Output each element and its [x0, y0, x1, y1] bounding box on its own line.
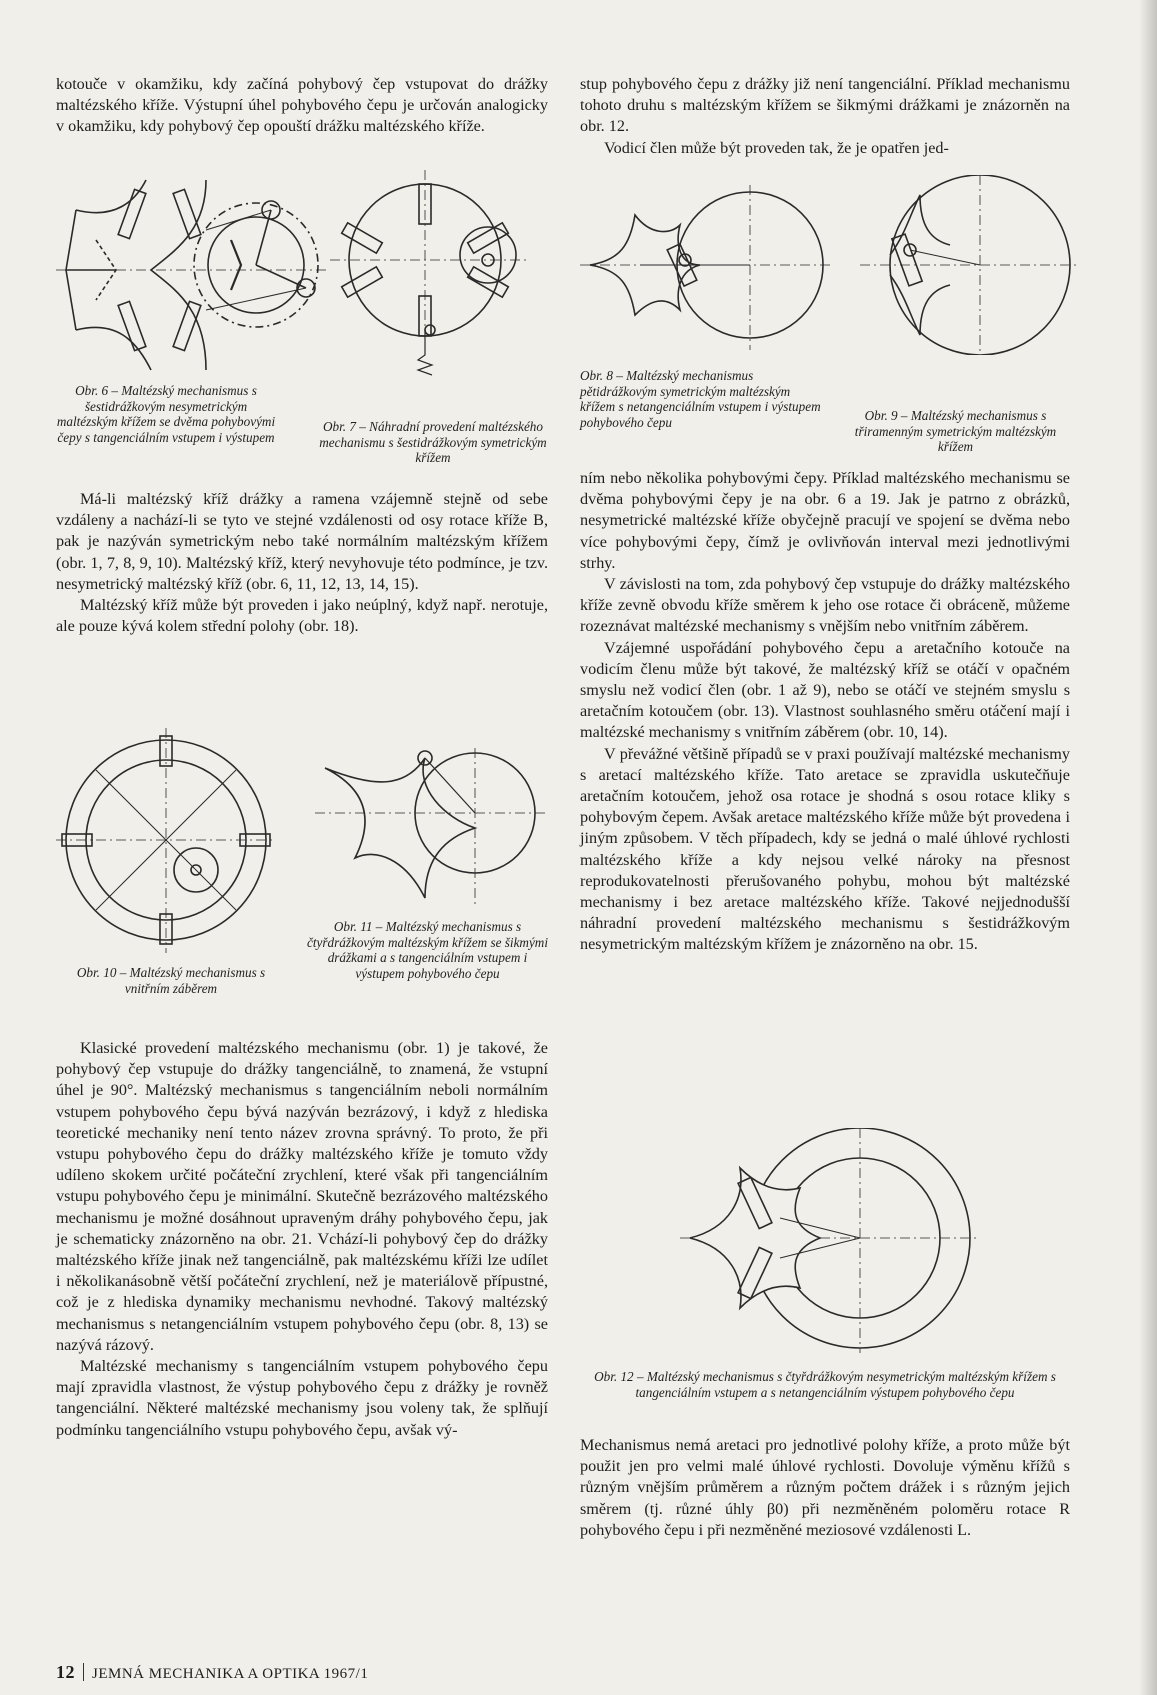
caption-figure-9: Obr. 9 – Maltézský mechanismus s třiramenným symetrickým maltézským křížem: [854, 408, 1057, 455]
figure-8: [580, 175, 830, 355]
paragraph: V převážné většině případů se v praxi používají maltézské mechanismy s aretací maltézského kříže. Tato aretace se zpravidla uskutečňuje aretačním kotoučem, jehož osa rotace je shodná s osou rotace kliky s pohybovým čepem. Avšak aretace maltézského kříže může být provedena i jiným způsobem. V těch případech, kdy se jedná o malé úhlové rychlosti maltézského kříže a kdy nejsou velké nároky na přesnost reprodukovatelnosti přerušovaného pohybu, mohou být maltézské mechanismy i bez aretace maltézského kříže. Takové nejjednodušší náhradní provedení maltézského mechanismu s šestidrážkovým nesymetrickým maltézským křížem je znázorněno na obr. 15.: [580, 744, 1070, 954]
caption-figure-6: Obr. 6 – Maltézský mechanismus s šestidrážkovým nesymetrickým maltézským křížem se dvěma pohybovými čepy s tangenciálním vstupem i výstupem: [56, 383, 276, 445]
caption-figure-7: Obr. 7 – Náhradní provedení maltézského mechanismu s šestidrážkovým symetrickým křížem: [319, 419, 547, 466]
left-column-top: [56, 74, 548, 138]
page-number: 12: [56, 1662, 75, 1682]
paragraph: Vzájemné uspořádání pohybového čepu a aretačního kotouče na vodicím členu může být takové, že maltézský kříž se otáčí v opačném smyslu než vodicí člen (obr. 1 až 9), nebo se otáčí ve stejném smyslu s aretačním kotoučem (obr. 13). Vlastnost souhlasného směru otáčení mají i maltézské mechanismy s vnitřním záběrem (obr. 10, 14).: [580, 638, 1070, 742]
paragraph: Mechanismus nemá aretaci pro jednotlivé polohy kříže, a proto může být použit jen pro velmi malé úhlové rychlosti. Dovoluje výměnu křížů s různým vnějším průměrem a různým počtem drážek i s různým jejich směrem (tj. různé úhly β0) při nezměněném poloměru rotace R pohybového čepu i při nezměněné meziosové vzdálenosti L.: [580, 1436, 1070, 1539]
paragraph: Maltézský kříž může být proveden i jako neúplný, když např. nerotuje, ale pouze kývá kolem střední polohy (obr. 18).: [56, 596, 548, 636]
figure-12: [680, 1128, 980, 1358]
figure-11: [315, 748, 545, 918]
paragraph: stup pohybového čepu z drážky již není tangenciální. Příklad mechanismu tohoto druhu s maltézským křížem se šikmými drážkami je znázorněn na obr. 12.: [580, 75, 1070, 136]
right-column-bottom: [580, 1435, 1070, 1541]
figure-9: [860, 175, 1080, 355]
caption-figure-12: Obr. 12 – Maltézský mechanismus s čtyřdrážkovým nesymetrickým maltézským křížem s tangenciálním vstupem a s netangenciálním výstupem pohybového čepu: [594, 1369, 1056, 1400]
left-column-middle: [56, 489, 548, 637]
paragraph: Vodicí člen může být proveden tak, že je opatřen jed-: [604, 138, 949, 157]
paragraph: Klasické provedení maltézského mechanismu (obr. 1) je takové, že pohybový čep vstupuje do drážky tangenciálně, to znamená, že vstupní úhel je 90°. Maltézský mechanismus s tangenciálním neboli normálním vstupem pohybového čepu bývá nazýván bezrázový, i když z hlediska teoretické mechaniky není tento název zrovna správný. To proto, že při vstupu pohybového čepu do drážky maltézského kříže je tomuto vždy udíleno skokem určité počáteční zrychlení, které však při tangenciálním vstupu pohybového čepu je minimální. Skutečně bezrázového maltézského mechanismu je možné dosáhnout upraveným dráhy pohybového čepu, jak je schematicky znázorněno na obr. 21. Vchází-li pohybový čep do drážky maltézského kříže jinak než tangenciálně, pak maltézskému kříži lze udílet i několikanásobně větší počáteční zrychlení, než je materiálově přípustné, což je z hlediska dynamiky mechanismu nevhodné. Takový maltézský mechanismus s netangenciálním vstupem pohybového čepu (obr. 8, 13) se nazývá rázový.: [56, 1039, 548, 1354]
figure-7: [330, 170, 550, 380]
left-column-bottom: [56, 1038, 548, 1441]
figure-10: [56, 728, 276, 958]
page-edge-shadow: [1139, 0, 1157, 1695]
journal-name: JEMNÁ MECHANIKA A OPTIKA 1967/1: [92, 1666, 369, 1682]
figure-6: [56, 170, 326, 380]
footer-separator: [83, 1663, 84, 1681]
caption-figure-8: Obr. 8 – Maltézský mechanismus pětidrážkovým symetrickým maltézským křížem s netangenciálním vstupem i výstupem pohybového čepu: [580, 368, 821, 430]
paragraph: Má-li maltézský kříž drážky a ramena vzájemně stejně od sebe vzdáleny a nachází-li se tyto ve stejné vzdálenosti od osy rotace kříže B, pak je nazýván symetrickým nebo také normálním maltézským křížem (obr. 1, 7, 8, 9, 10). Maltézský kříž, který nevyhovuje této podmínce, je tzv. nesymetrický maltézský kříž (obr. 6, 11, 12, 13, 14, 15).: [56, 490, 548, 593]
paragraph: kotouče v okamžiku, kdy začíná pohybový čep vstupovat do drážky maltézského kříže. Výstupní úhel pohybového čepu je určován analogicky v okamžiku, kdy pohybový čep opouští drážku maltézského kříže.: [56, 75, 548, 136]
page-footer: [56, 1662, 368, 1683]
caption-figure-10: Obr. 10 – Maltézský mechanismus s vnitřním záběrem: [76, 965, 266, 996]
paragraph: Maltézské mechanismy s tangenciálním vstupem pohybového čepu mají zpravidla vlastnost, že výstup pohybového čepu z drážky je rovněž tangenciální. Některé maltézské mechanismy jsou voleny tak, že splňují podmínku tangenciálního vstupu pohybového čepu, avšak vý-: [56, 1357, 548, 1439]
caption-figure-11: Obr. 11 – Maltézský mechanismus s čtyřdrážkovým maltézským křížem se šikmými drážkami a s tangenciálním vstupem i výstupem pohybového čepu: [307, 919, 548, 981]
right-column-top: [580, 74, 1070, 159]
paragraph: V závislosti na tom, zda pohybový čep vstupuje do drážky maltézského kříže zevně obvodu kříže směrem k jeho ose rotace či obráceně, můžeme rozeznávat maltézské mechanismy s vnějším nebo vnitřním záběrem.: [580, 575, 1070, 636]
paragraph: ním nebo několika pohybovými čepy. Příklad maltézského mechanismu se dvěma pohybovými čepy je na obr. 6 a 19. Jak je patrno z obrázků, nesymetrické maltézské kříže obyčejně pracují ve spojení se dvěma nebo více pohybovými čepy, čímž je ovlivňován interval mezi jednotlivými strhy.: [580, 469, 1070, 572]
right-column-middle: [580, 468, 1070, 956]
